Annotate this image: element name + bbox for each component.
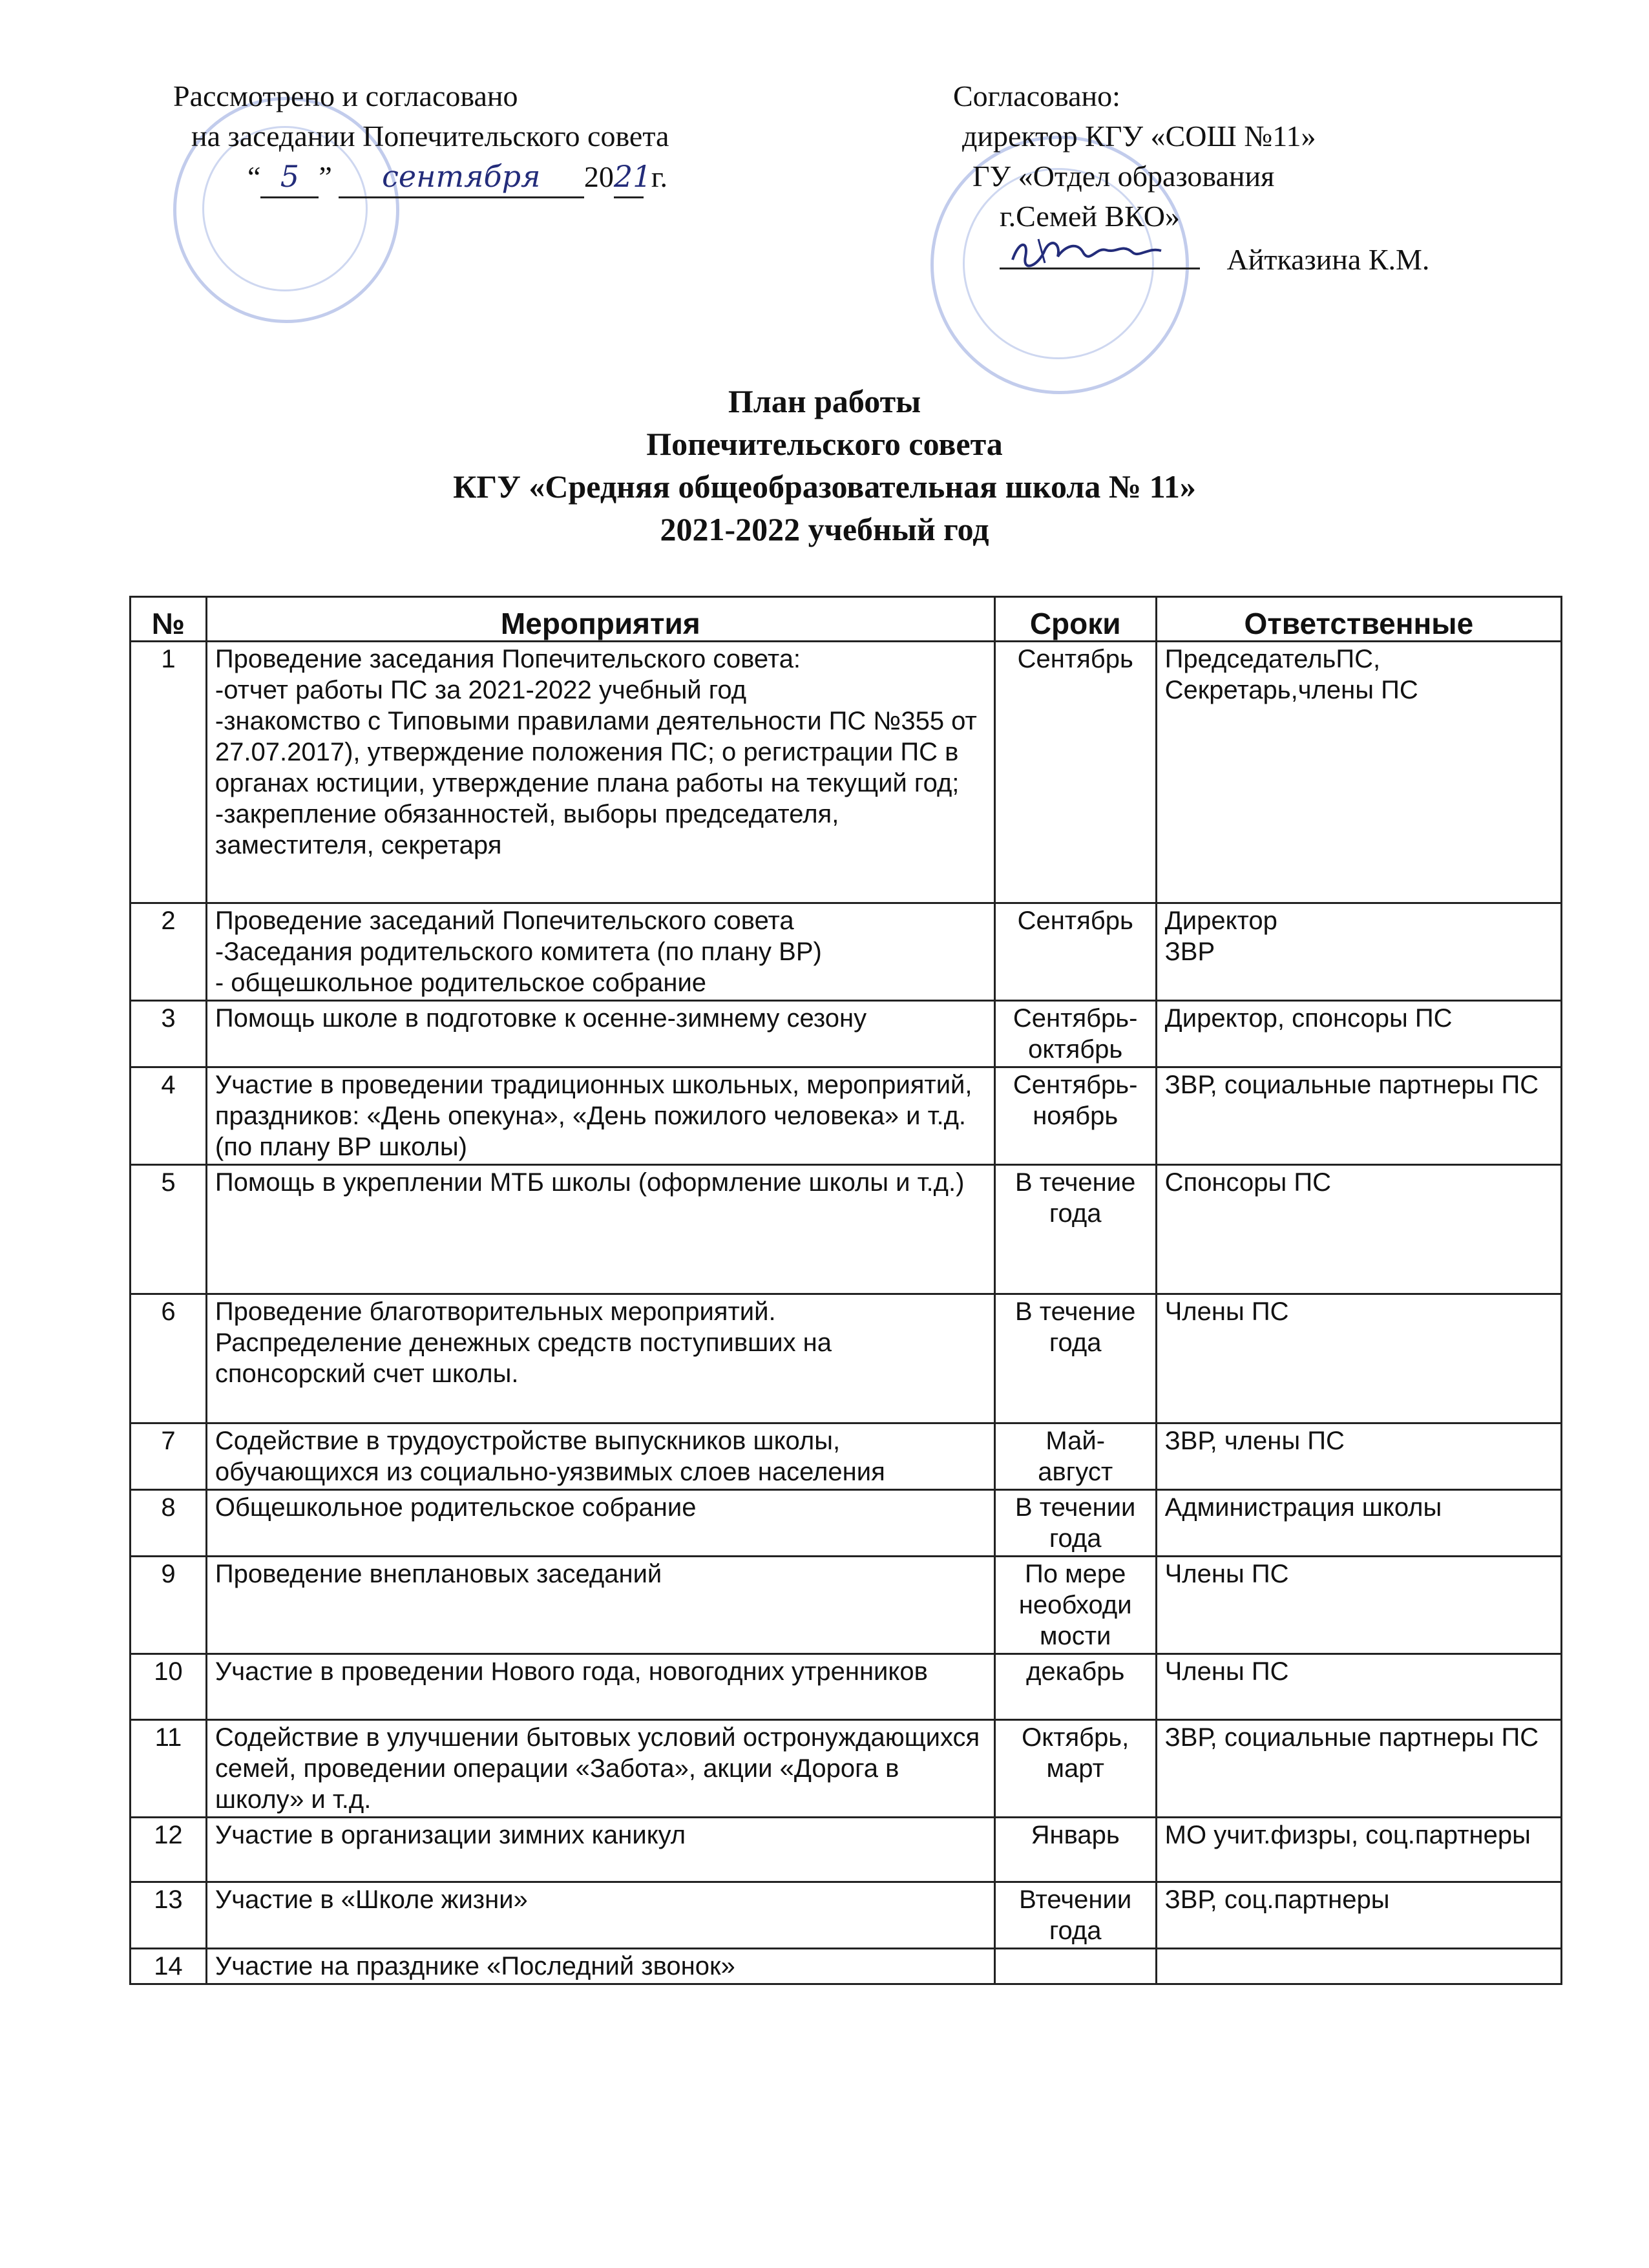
row-event: Проведение заседаний Попечительского совета -Заседания родительского комитета (по плану ВР) - общешкольное родительское собрание bbox=[206, 903, 994, 1001]
table-row bbox=[131, 1165, 1562, 1294]
row-responsible: ЗВР, соц.партнеры bbox=[1156, 1882, 1561, 1949]
row-responsible: Директор, спонсоры ПС bbox=[1156, 1001, 1561, 1067]
row-term bbox=[994, 1949, 1156, 1984]
row-number: 9 bbox=[131, 1557, 207, 1654]
table-row bbox=[131, 1423, 1562, 1490]
row-number: 11 bbox=[131, 1720, 207, 1818]
row-responsible: Члены ПС bbox=[1156, 1654, 1561, 1720]
row-responsible: ЗВР, социальные партнеры ПС bbox=[1156, 1720, 1561, 1818]
title-line1: План работы bbox=[728, 383, 921, 419]
approval-year-prefix: 20 bbox=[583, 160, 614, 193]
row-number: 5 bbox=[131, 1165, 207, 1294]
row-number: 3 bbox=[131, 1001, 207, 1067]
row-responsible bbox=[1156, 1949, 1561, 1984]
row-number: 2 bbox=[131, 903, 207, 1001]
table-row bbox=[131, 1557, 1562, 1654]
row-term: Сентябрь- ноябрь bbox=[994, 1067, 1156, 1165]
row-responsible: Члены ПС bbox=[1156, 1294, 1561, 1423]
row-term: Октябрь, март bbox=[994, 1720, 1156, 1818]
row-number: 13 bbox=[131, 1882, 207, 1949]
row-number: 8 bbox=[131, 1490, 207, 1557]
approval-left-block bbox=[173, 76, 669, 198]
header-num: № bbox=[131, 597, 207, 642]
row-responsible: ЗВР, члены ПС bbox=[1156, 1423, 1561, 1490]
approval-right-line4: г.Семей ВКО» bbox=[1000, 200, 1180, 233]
approval-month: сентября bbox=[339, 156, 584, 198]
title-line3: КГУ «Средняя общеобразовательная школа № 11» bbox=[453, 468, 1196, 505]
row-event: Участие в «Школе жизни» bbox=[206, 1882, 994, 1949]
row-number: 14 bbox=[131, 1949, 207, 1984]
row-term: декабрь bbox=[994, 1654, 1156, 1720]
row-event: Участие в проведении Нового года, новогодних утренников bbox=[206, 1654, 994, 1720]
row-number: 7 bbox=[131, 1423, 207, 1490]
row-term: Сентябрь bbox=[994, 642, 1156, 903]
row-term: Сентябрь- октябрь bbox=[994, 1001, 1156, 1067]
approval-right-line3: ГУ «Отдел образования bbox=[972, 160, 1275, 193]
table-row bbox=[131, 642, 1562, 903]
row-term: Май- август bbox=[994, 1423, 1156, 1490]
table-row bbox=[131, 1720, 1562, 1818]
title-line2: Попечительского совета bbox=[646, 426, 1003, 462]
row-responsible: ЗВР, социальные партнеры ПС bbox=[1156, 1067, 1561, 1165]
row-event: Содействие в трудоустройстве выпускников школы, обучающихся из социально-уязвимых слоев населения bbox=[206, 1423, 994, 1490]
row-term: Втечении года bbox=[994, 1882, 1156, 1949]
row-event: Участие в организации зимних каникул bbox=[206, 1818, 994, 1882]
signer-name: Айтказина К.М. bbox=[1226, 243, 1430, 276]
row-term: В течение года bbox=[994, 1294, 1156, 1423]
row-responsible: ПредседательПС, Секретарь,члены ПС bbox=[1156, 642, 1561, 903]
row-number: 12 bbox=[131, 1818, 207, 1882]
table-row bbox=[131, 1654, 1562, 1720]
approval-right-line2: директор КГУ «СОШ №11» bbox=[962, 120, 1316, 152]
row-event: Участие на празднике «Последний звонок» bbox=[206, 1949, 994, 1984]
row-responsible: МО учит.физры, соц.партнеры bbox=[1156, 1818, 1561, 1882]
row-event: Участие в проведении традиционных школьных, мероприятий, праздников: «День опекуна», «День пожилого человека» и т.д. (по плану ВР школы) bbox=[206, 1067, 994, 1165]
title-line4: 2021-2022 учебный год bbox=[660, 511, 989, 547]
table-row bbox=[131, 1001, 1562, 1067]
plan-table bbox=[129, 596, 1562, 1985]
approval-year-unit: г. bbox=[651, 160, 668, 193]
row-number: 10 bbox=[131, 1654, 207, 1720]
approval-year-suffix: 21 bbox=[614, 156, 644, 198]
row-event: Проведение благотворительных мероприятий. Распределение денежных средств поступивших на спонсорский счет школы. bbox=[206, 1294, 994, 1423]
row-number: 4 bbox=[131, 1067, 207, 1165]
row-number: 6 bbox=[131, 1294, 207, 1423]
row-responsible: Спонсоры ПС bbox=[1156, 1165, 1561, 1294]
row-event: Общешкольное родительское собрание bbox=[206, 1490, 994, 1557]
row-responsible: Администрация школы bbox=[1156, 1490, 1561, 1557]
approval-left-line2: на заседании Попечительского совета bbox=[191, 120, 669, 152]
table-row bbox=[131, 1490, 1562, 1557]
approval-right-line1: Согласовано: bbox=[953, 79, 1120, 112]
row-number: 1 bbox=[131, 642, 207, 903]
row-event: Содействие в улучшении бытовых условий остронуждающихся семей, проведении операции «Забота», акции «Дорога в школу» и т.д. bbox=[206, 1720, 994, 1818]
row-term: В течении года bbox=[994, 1490, 1156, 1557]
table-header-row bbox=[131, 597, 1562, 642]
row-event: Проведение внеплановых заседаний bbox=[206, 1557, 994, 1654]
row-event: Проведение заседания Попечительского совета: -отчет работы ПС за 2021-2022 учебный год -знакомство с Типовыми правилами деятельности ПС №355 от 27.07.2017), утверждение положения ПС; о регистрации ПС в органах юстиции, утверждение плана работы на текущий год; -закрепление обязанностей, выборы председателя, заместителя, секретаря bbox=[206, 642, 994, 903]
row-term: По мере необходи мости bbox=[994, 1557, 1156, 1654]
row-event: Помощь школе в подготовке к осенне-зимнему сезону bbox=[206, 1001, 994, 1067]
row-term: Январь bbox=[994, 1818, 1156, 1882]
table-row bbox=[131, 1067, 1562, 1165]
signature-mark bbox=[1000, 227, 1193, 273]
row-responsible: Директор ЗВР bbox=[1156, 903, 1561, 1001]
table-row bbox=[131, 1949, 1562, 1984]
signature-line bbox=[1000, 236, 1200, 269]
table-row bbox=[131, 1818, 1562, 1882]
row-event: Помощь в укреплении МТБ школы (оформление школы и т.д.) bbox=[206, 1165, 994, 1294]
approval-left-line1: Рассмотрено и согласовано bbox=[173, 79, 518, 112]
table-row bbox=[131, 1294, 1562, 1423]
header-responsible: Ответственные bbox=[1156, 597, 1561, 642]
row-term: В течение года bbox=[994, 1165, 1156, 1294]
header-term: Сроки bbox=[994, 597, 1156, 642]
approval-date: “ 5 ” сентября 20 21 г. bbox=[173, 156, 669, 198]
row-responsible: Члены ПС bbox=[1156, 1557, 1561, 1654]
table-row bbox=[131, 903, 1562, 1001]
document-title bbox=[0, 380, 1649, 551]
header-event: Мероприятия bbox=[206, 597, 994, 642]
row-term: Сентябрь bbox=[994, 903, 1156, 1001]
table-row bbox=[131, 1882, 1562, 1949]
approval-right-block bbox=[953, 76, 1429, 280]
approval-day: 5 bbox=[260, 156, 319, 198]
